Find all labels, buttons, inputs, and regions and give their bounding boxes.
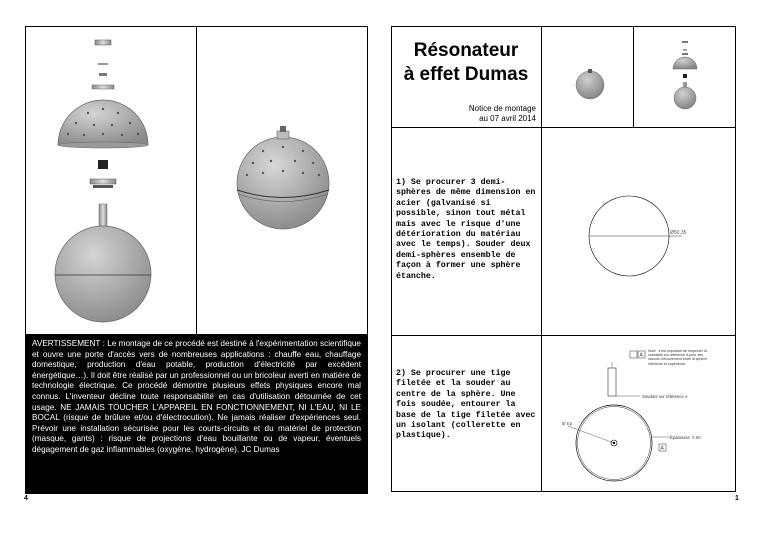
page-number-left: 4 [24, 495, 28, 502]
coaxiality-note: Note : il est important de respecter la coaxialité sur référence A pour des raisons d'écoulement entre la sphère inférieure et supérieure. [648, 349, 707, 366]
diameter-ep-label: Ø Ep [562, 421, 573, 426]
diameter-label: Ø50.35 [670, 230, 687, 236]
exploded-view-drawing [26, 27, 196, 334]
notice-line-2: au 07 avril 2014 [479, 114, 536, 123]
page-number-right: 1 [735, 495, 739, 502]
datum-ref-a: A [660, 445, 664, 452]
notice-line-1: Notice de montage [468, 104, 536, 113]
assembled-sphere-drawing [197, 27, 367, 334]
warning-box: AVERTISSEMENT : Le montage de ce procédé est destiné à l'expérimentation scientifique et ouvre une porte d'accès vers de nombreuses applications : chauffe eau, chauffage domestique, production d'eau potable, production d'électricité par excédent énergétique…). Il doit être réalisé par un professionnel ou un bricoleur averti en matière de technologie électrique. Ce procédé démontre plusieurs effets physiques encore mal connus. L'inventeur décline toute responsabilité en cas d'utilisation détournée de cet usage. NE JAMAIS TOUCHER L'APPAREIL EN FONCTIONNEMENT, NI L'EAU, NI LE BOCAL (risque de brûlure et/ou d'électrocution). Ne jamais réaliser d'expériences seul. Prévoir une installation sécurisée pour les courts-circuits et du matériel de protection (masque, gants) : risque de projections d'eau bouillante ou de vapeur, éventuels dégagement de gaz inflammables (oxygène, hydrogène). JC Dumas [26, 334, 367, 493]
coaxiality-ref-a: A [639, 352, 643, 359]
threaded-rod-drawing [542, 336, 736, 492]
thickness-value: 0.90 [692, 435, 701, 440]
weld-label: Soudure sur référence A [642, 394, 688, 399]
step-1-text: 1) Se procurer 3 demi-sphères de même dimension en acier (galvanisé si possible, sinon tout métal mais avec le risque d'une détérioration du matériau avec le temps). Souder deux demi-sphères ensemble de façon à former une sphère étanche. [396, 178, 536, 281]
sphere-diameter-drawing [542, 128, 736, 335]
exploded-thumbnail [634, 27, 736, 127]
title-line-2: à effet Dumas [403, 64, 529, 85]
title-line-1: Résonateur [413, 40, 519, 61]
step-2-text: 2) Se procurer une tige filetée et la souder au centre de la sphère. Une fois soudée, entourer la base de la tige filetée avec un isolant (collerette en plastique). [396, 369, 536, 441]
thickness-label: Épaisseur [670, 435, 691, 440]
sphere-thumbnail [542, 27, 633, 127]
document-title [392, 39, 540, 87]
notice-subtitle [392, 104, 536, 124]
